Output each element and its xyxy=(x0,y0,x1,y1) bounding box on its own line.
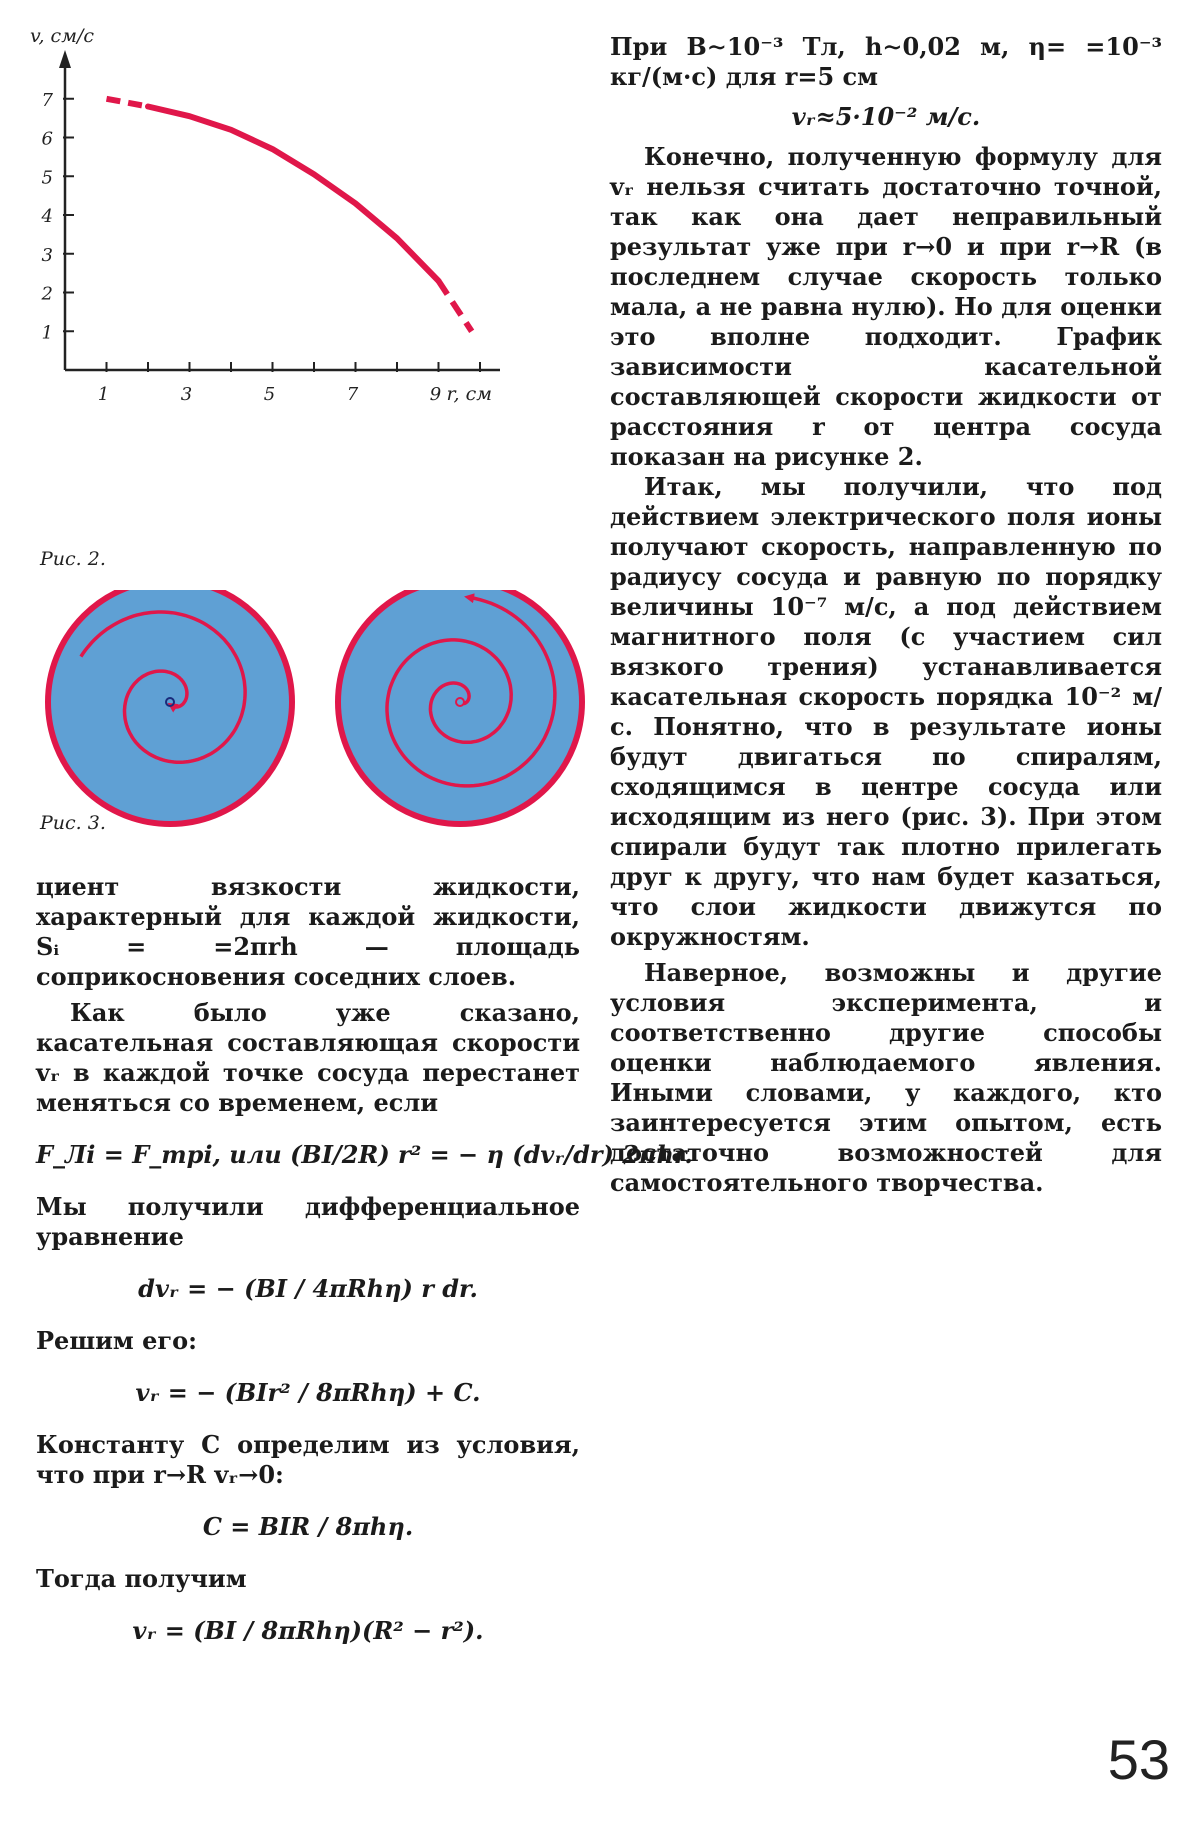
x-tick-label: 7 xyxy=(346,384,359,405)
formula: F_Лi = F_трi, или (BI/2R) r² = − η (dvᵣ/dr) 2πhr. xyxy=(36,1140,693,1169)
formula: vᵣ≈5·10⁻² м/с. xyxy=(791,102,981,131)
paragraph: Конечно, полученную формулу для vᵣ нельзя считать достаточно точной, так как она дает неправильный результат уже при r→0 и при r→R (в последнем случае скорость только мала, а не равна нулю). Но для оценки это вполне подходит. График зависимости касательной составляющей скорости жидкости от расстояния r от центра сосуда показан на рисунке 2. xyxy=(610,142,1162,471)
formula: vᵣ = − (BIr² / 8πRhη) + C. xyxy=(135,1378,481,1407)
y-tick-label: 6 xyxy=(41,128,53,150)
spiral-disk-left xyxy=(48,590,292,824)
right-column xyxy=(610,32,1162,1198)
x-axis-label: r, см xyxy=(446,383,492,405)
series-line xyxy=(148,107,439,281)
paragraph: Решим его: xyxy=(36,1326,197,1355)
y-tick-label: 7 xyxy=(41,89,53,111)
page-number: 53 xyxy=(1107,1728,1170,1791)
y-tick-label: 5 xyxy=(41,167,53,189)
paragraph: Тогда получим xyxy=(36,1564,247,1593)
spiral-figure xyxy=(40,590,600,860)
paragraph: Как было уже сказано, касательная составляющая скорости vᵣ в каждой точке сосуда перестанет меняться со временем, если xyxy=(36,998,580,1117)
paragraph: циент вязкости жидкости, характерный для каждой жидкости, Sᵢ = =2πrh — площадь соприкосновения соседних слоев. xyxy=(36,872,580,991)
figure2-caption: Рис. 2. xyxy=(40,548,106,570)
y-axis-arrow xyxy=(59,50,71,68)
paragraph: Мы получили дифференциальное уравнение xyxy=(36,1192,580,1251)
paragraph: Наверное, возможны и другие условия эксперимента, и соответственно другие способы оценки наблюдаемого явления. Иными словами, у каждого, кто заинтересуется этим опытом, есть достаточно возможностей для самостоятельного творчества. xyxy=(610,958,1162,1197)
series-line-start xyxy=(107,99,149,107)
left-column xyxy=(36,872,693,1668)
y-tick-label: 3 xyxy=(41,244,53,266)
spiral-disk-right xyxy=(338,590,582,824)
y-tick-label: 1 xyxy=(41,322,53,344)
x-tick-label: 3 xyxy=(180,384,193,405)
x-tick-label: 9 xyxy=(429,384,442,405)
formula: C = BIR / 8πhη. xyxy=(202,1512,414,1541)
series-line-end xyxy=(439,281,472,331)
paragraph: При B∼10⁻³ Тл, h∼0,02 м, η= =10⁻³ кг/(м·с) для r=5 см xyxy=(610,32,1162,91)
formula: vᵣ = (BI / 8πRhη)(R² − r²). xyxy=(132,1616,484,1645)
y-axis-label: v, см/с xyxy=(30,25,94,47)
figure3-caption: Рис. 3. xyxy=(40,812,106,834)
paragraph: Константу C определим из условия, что при r→R vᵣ→0: xyxy=(36,1430,580,1489)
formula: dvᵣ = − (BI / 4πRhη) r dr. xyxy=(138,1274,478,1303)
x-tick-label: 5 xyxy=(263,384,276,405)
y-tick-label: 4 xyxy=(41,206,53,227)
velocity-chart xyxy=(20,20,610,490)
y-tick-label: 2 xyxy=(41,283,53,305)
paragraph: Итак, мы получили, что под действием электрического поля ионы получают скорость, направленную по радиусу сосуда и равную по порядку величины 10⁻⁷ м/с, а под действием магнитного поля (с участием сил вязкого трения) устанавливается касательная скорость порядка 10⁻² м/с. Понятно, что в результате ионы будут двигаться по спиралям, сходящимся в центре сосуда или исходящим из него (рис. 3). При этом спирали будут так плотно прилегать друг к другу, что нам будет казаться, что слои жидкости движутся по окружностям. xyxy=(610,472,1162,951)
x-tick-label: 1 xyxy=(97,384,110,405)
